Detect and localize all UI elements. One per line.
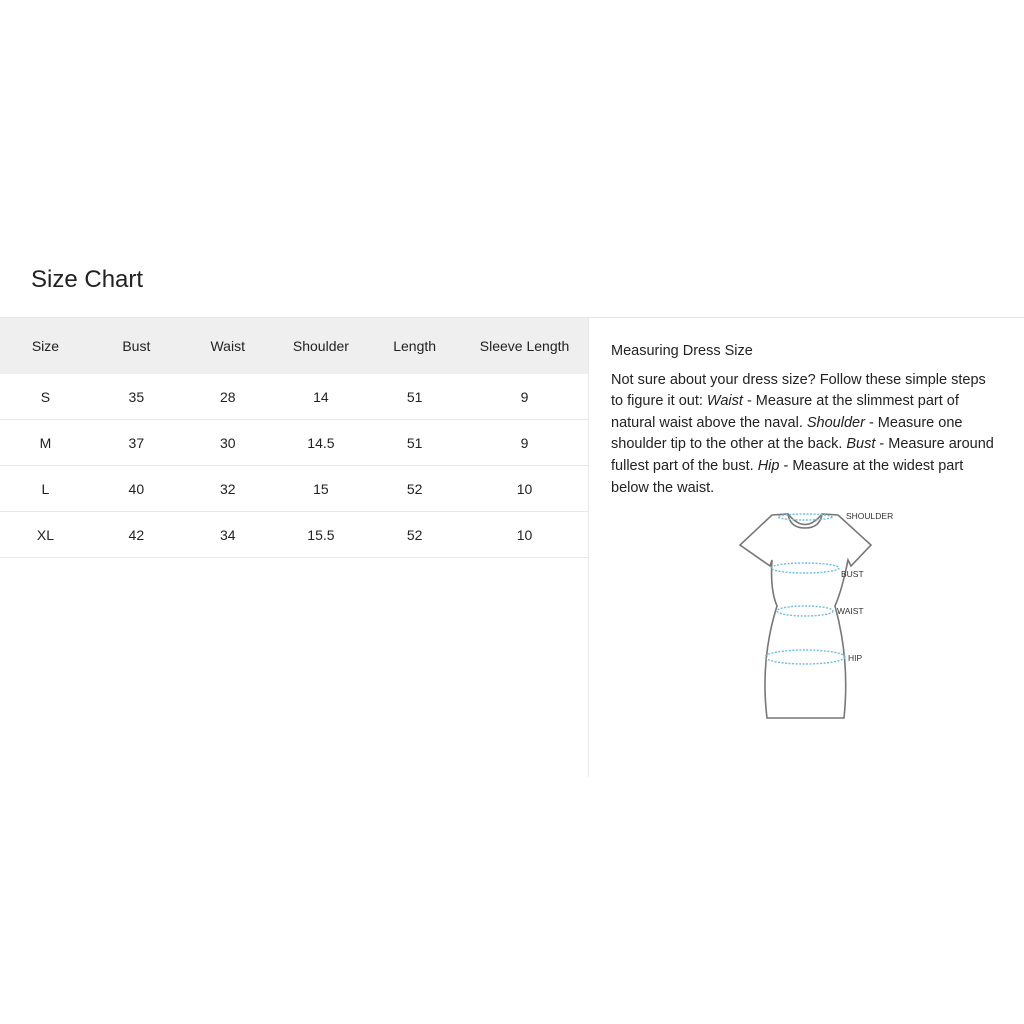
header-bust: Bust xyxy=(91,318,182,374)
table-row xyxy=(0,466,588,512)
dress-measurement-diagram xyxy=(735,505,905,725)
cell-waist: 28 xyxy=(182,374,274,420)
cell-bust: 42 xyxy=(91,512,182,558)
cell-length: 52 xyxy=(368,512,461,558)
label-shoulder: SHOULDER xyxy=(846,511,894,521)
cell-waist: 32 xyxy=(182,466,274,512)
table-row xyxy=(0,374,588,420)
cell-length: 51 xyxy=(368,420,461,466)
header-sleeve-length: Sleeve Length xyxy=(461,318,588,374)
panel-divider xyxy=(588,318,589,777)
cell-sleeve-length: 9 xyxy=(461,420,588,466)
cell-shoulder: 15 xyxy=(274,466,369,512)
cell-bust: 37 xyxy=(91,420,182,466)
guide-text: Not sure about your dress size? Follow these simple steps to figure it out: Waist - Measure at the slimmest part of natural waist above the naval. Shoulder - Measure one shoulder tip to the other at the back. Bust - Measure around fullest part of the bust. Hip - Measure at the widest part below the waist. xyxy=(611,371,994,496)
table-header-row xyxy=(0,318,588,374)
cell-size: S xyxy=(0,374,91,420)
cell-waist: 34 xyxy=(182,512,274,558)
header-waist: Waist xyxy=(182,318,274,374)
table-row xyxy=(0,512,588,558)
cell-size: XL xyxy=(0,512,91,558)
header-shoulder: Shoulder xyxy=(274,318,369,374)
cell-bust: 40 xyxy=(91,466,182,512)
page-title: Size Chart xyxy=(31,266,144,293)
cell-size: M xyxy=(0,420,91,466)
cell-size: L xyxy=(0,466,91,512)
cell-sleeve-length: 10 xyxy=(461,512,588,558)
size-table xyxy=(0,318,588,558)
header-size: Size xyxy=(0,318,91,374)
cell-waist: 30 xyxy=(182,420,274,466)
header-length: Length xyxy=(368,318,461,374)
cell-length: 52 xyxy=(368,466,461,512)
cell-shoulder: 15.5 xyxy=(274,512,369,558)
label-bust: BUST xyxy=(841,569,864,579)
cell-sleeve-length: 9 xyxy=(461,374,588,420)
cell-shoulder: 14 xyxy=(274,374,369,420)
guide-heading: Measuring Dress Size xyxy=(611,343,753,359)
table-row xyxy=(0,420,588,466)
measuring-guide xyxy=(611,341,996,499)
cell-length: 51 xyxy=(368,374,461,420)
cell-bust: 35 xyxy=(91,374,182,420)
label-waist: WAIST xyxy=(837,606,864,616)
label-hip: HIP xyxy=(848,653,863,663)
cell-shoulder: 14.5 xyxy=(274,420,369,466)
cell-sleeve-length: 10 xyxy=(461,466,588,512)
